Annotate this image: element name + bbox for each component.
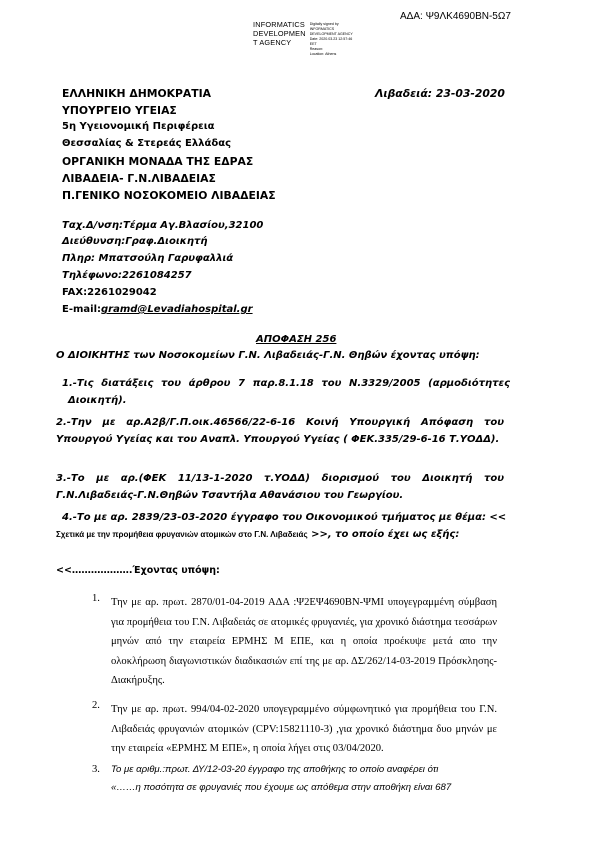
item-2-number: 2. (92, 700, 100, 711)
paragraph-4-line-1: 4.-Το με αρ. 2839/23-03-2020 έγγραφο του Οικονομικού τμήματος με θέμα: << (62, 512, 507, 523)
header-unit: ΟΡΓΑΝΙΚΗ ΜΟΝΑΔΑ ΤΗΣ ΕΔΡΑΣ (62, 155, 254, 168)
signer-name: INFORMATICS DEVELOPMEN T AGENCY (253, 20, 306, 47)
item-1-text: Την με αρ. πρωτ. 2870/01-04-2019 ΑΔΑ :Ψ2ΕΨ4690ΒΝ-ΨΜΙ υπογεγραμμένη σύμβαση για προμήθεια του Γ.Ν. Λιβαδειάς σε ατομικές φρυγανιές, για χρονικό διάστημα τεσσάρων μηνών από την εταιρεία ΕΡΜΗΣ Μ ΕΠΕ, και η οποία προέκυψε μετά απο την ολοκλήρωση διαγωνιστικών διαδικασιών επί της με αρ. ΔΣ/262/14-03-2019 Πρόσκλησης-Διακήρυξης. (111, 597, 497, 686)
contact-email (62, 304, 253, 315)
subject-continuation: >>, το οποίο έχει ως εξής: (307, 529, 460, 540)
header-region: 5η Υγειονομική Περιφέρεια (62, 121, 215, 132)
item-2-text: Την με αρ. πρωτ. 994/04-02-2020 υπογεγραμμένο σύμφωνητικό για προμήθεια του Γ.Ν. Λιβαδειάς φρυγανιών ατομικών (CPV:15821110-3) ,για χρονικό διάστημα δυο μηνών με την εταιρεία «ΕΡΜΗΣ Μ ΕΠΕ», η οποία λήγει στις 03/04/2020. (111, 704, 497, 754)
header-region-area: Θεσσαλίας & Στερεάς Ελλάδας (62, 138, 232, 149)
item-3-line-1: Το με αριθμ.:πρωτ. ΔΥ/12-03-20 έγγραφο της αποθήκης το οποίο αναφέρει ότι (111, 764, 439, 775)
header-republic: ΕΛΛΗΝΙΚΗ ΔΗΜΟΚΡΑΤΙΑ (62, 87, 212, 100)
subject-text: Σχετικά με την προμήθεια φρυγανιών ατομικών στο Γ.Ν. Λιβαδειάς (56, 530, 308, 539)
paragraph-2: 2.-Την με αρ.Α2β/Γ.Π.οικ.46566/22-6-16 Κοινή Υπουργική Απόφαση του Υπουργού Υγείας και του Αναπλ. Υπουργού Υγείας ( ΦΕΚ.335/29-6-16 Τ.ΥΟΔΔ). (56, 417, 504, 445)
email-label: E-mail: (62, 304, 102, 315)
email-link[interactable]: gramd@Levadiahospital.gr (101, 304, 253, 315)
contact-address: Ταχ.Δ/νση:Τέρμα Αγ.Βλασίου,32100 (62, 220, 264, 231)
contact-phone: Τηλέφωνο:2261084257 (62, 270, 192, 281)
contact-person: Πληρ: Μπατσούλη Γαρυφαλλιά (62, 253, 234, 264)
paragraph-4-line-2 (56, 529, 459, 540)
paragraph-3: 3.-Το με αρ.(ΦΕΚ 11/13-1-2020 τ.ΥΟΔΔ) διορισμού του Διοικητή του Γ.Ν.Λιβαδειάς-Γ.Ν.Θηβών Τσαντήλα Αθανάσιου του Γεωργίου. (56, 473, 504, 501)
digital-signature-stamp (253, 21, 353, 57)
contact-department: Διεύθυνση:Γραφ.Διοικητή (62, 236, 208, 247)
ada-number: ΑΔΑ: Ψ9ΛΚ4690ΒΝ-5Ω7 (400, 11, 511, 22)
document-date: Λιβαδειά: 23-03-2020 (375, 87, 505, 100)
contact-fax: FAX:2261029042 (62, 287, 157, 298)
decision-intro: Ο ΔΙΟΙΚΗΤΗΣ των Νοσοκομείων Γ.Ν. Λιβαδειάς-Γ.Ν. Θηβών έχοντας υπόψη: (56, 350, 480, 361)
header-location: ΛΙΒΑΔΕΙΑ- Γ.Ν.ΛΙΒΑΔΕΙΑΣ (62, 172, 216, 185)
decision-title: ΑΠΟΦΑΣΗ 256 (256, 334, 337, 345)
signature-details: Digitally signed by INFORMATICS DEVELOPMENT AGENCY Date: 2020.03.23 12:57:46 EET Reason: Location: Athens (309, 22, 353, 56)
item-3-line-2: «……η ποσότητα σε φρυγανιές που έχουμε ως απόθεμα στην αποθήκη είναι 687 (111, 782, 452, 793)
header-ministry: ΥΠΟΥΡΓΕΙΟ ΥΓΕΙΑΣ (62, 104, 177, 117)
item-1-number: 1. (92, 593, 100, 604)
paragraph-1: 1.-Τις διατάξεις του άρθρου 7 παρ.8.1.18 του Ν.3329/2005 (αρμοδιότητες Διοικητή). (62, 378, 510, 406)
header-hospital: Π.ΓΕΝΙΚΟ ΝΟΣΟΚΟΜΕΙΟ ΛΙΒΑΔΕΙΑΣ (62, 189, 276, 202)
item-3-number: 3. (92, 764, 100, 775)
quote-open: <<……………….Έχοντας υπόψη: (56, 565, 220, 576)
